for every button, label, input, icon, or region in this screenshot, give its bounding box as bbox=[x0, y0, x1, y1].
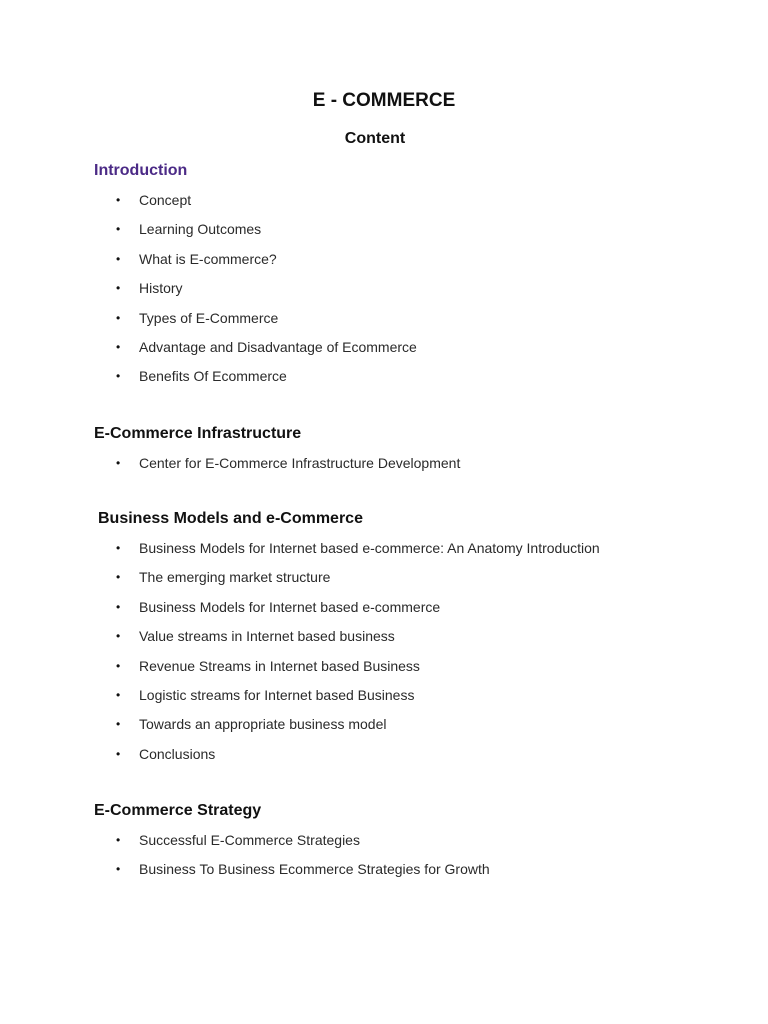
bullet-icon: • bbox=[116, 833, 121, 847]
list-item-text: Business Models for Internet based e-commerce: An Anatomy Introduction bbox=[139, 540, 600, 556]
list-item bbox=[94, 563, 734, 592]
list-item bbox=[94, 826, 734, 855]
list-item-text: Conclusions bbox=[139, 745, 216, 762]
bullet-icon: • bbox=[116, 658, 121, 673]
section-introduction bbox=[94, 160, 734, 392]
list-item-text: Value streams in Internet based business bbox=[139, 628, 395, 645]
list-item bbox=[94, 681, 734, 710]
section-item-list bbox=[94, 534, 734, 769]
bullet-icon: • bbox=[116, 339, 121, 354]
list-item-text: Business Models for Internet based e-commerce bbox=[139, 598, 441, 615]
bullet-icon: • bbox=[116, 570, 121, 585]
list-item bbox=[94, 710, 734, 739]
list-item-text: Concept bbox=[139, 192, 192, 208]
section-item-list bbox=[94, 449, 734, 478]
list-item-text: The emerging market structure bbox=[139, 569, 331, 586]
list-item bbox=[94, 274, 734, 303]
list-item-text: Advantage and Disadvantage of Ecommerce bbox=[139, 338, 417, 355]
list-item-text: History bbox=[139, 280, 183, 297]
list-item-text: Types of E-Commerce bbox=[139, 309, 279, 326]
list-item-text: Revenue Streams in Internet based Business bbox=[139, 657, 420, 674]
section-strategy bbox=[94, 800, 734, 885]
document-title: E - COMMERCE bbox=[312, 90, 456, 111]
list-item bbox=[94, 362, 734, 391]
list-item-text: Logistic streams for Internet based Business bbox=[139, 686, 415, 703]
bullet-icon: • bbox=[116, 687, 121, 702]
section-heading: E-Commerce Infrastructure bbox=[94, 425, 302, 442]
list-item bbox=[94, 534, 734, 563]
list-item bbox=[94, 245, 734, 274]
bullet-icon: • bbox=[116, 193, 121, 207]
list-item bbox=[94, 449, 734, 478]
section-heading: E-Commerce Strategy bbox=[94, 802, 262, 819]
section-heading: Introduction bbox=[94, 162, 188, 179]
list-item bbox=[94, 740, 734, 769]
list-item bbox=[94, 304, 734, 333]
list-item-text: Center for E-Commerce Infrastructure Development bbox=[139, 455, 461, 471]
list-item-text: Business To Business Ecommerce Strategies for Growth bbox=[139, 861, 490, 878]
bullet-icon: • bbox=[116, 746, 121, 761]
section-heading: Business Models and e-Commerce bbox=[98, 510, 363, 527]
list-item bbox=[94, 593, 734, 622]
bullet-icon: • bbox=[116, 862, 121, 877]
list-item bbox=[94, 333, 734, 362]
list-item bbox=[94, 622, 734, 651]
bullet-icon: • bbox=[116, 310, 121, 325]
list-item-text: Benefits Of Ecommerce bbox=[139, 368, 287, 385]
bullet-icon: • bbox=[116, 717, 121, 732]
list-item bbox=[94, 215, 734, 244]
bullet-icon: • bbox=[116, 369, 121, 384]
bullet-icon: • bbox=[116, 456, 121, 470]
list-item-text: Learning Outcomes bbox=[139, 221, 262, 238]
bullet-icon: • bbox=[116, 541, 121, 555]
document-subtitle: Content bbox=[344, 130, 406, 147]
bullet-icon: • bbox=[116, 251, 121, 266]
section-infrastructure bbox=[94, 423, 734, 478]
list-item bbox=[94, 652, 734, 681]
list-item-text: Successful E-Commerce Strategies bbox=[139, 832, 360, 848]
section-business-models bbox=[94, 508, 734, 769]
bullet-icon: • bbox=[116, 599, 121, 614]
section-item-list bbox=[94, 826, 734, 885]
bullet-icon: • bbox=[116, 222, 121, 237]
list-item-text: What is E-commerce? bbox=[139, 250, 277, 267]
section-item-list bbox=[94, 186, 734, 392]
list-item bbox=[94, 855, 734, 884]
list-item-text: Towards an appropriate business model bbox=[139, 716, 387, 733]
bullet-icon: • bbox=[116, 629, 121, 644]
list-item bbox=[94, 186, 734, 215]
bullet-icon: • bbox=[116, 281, 121, 296]
